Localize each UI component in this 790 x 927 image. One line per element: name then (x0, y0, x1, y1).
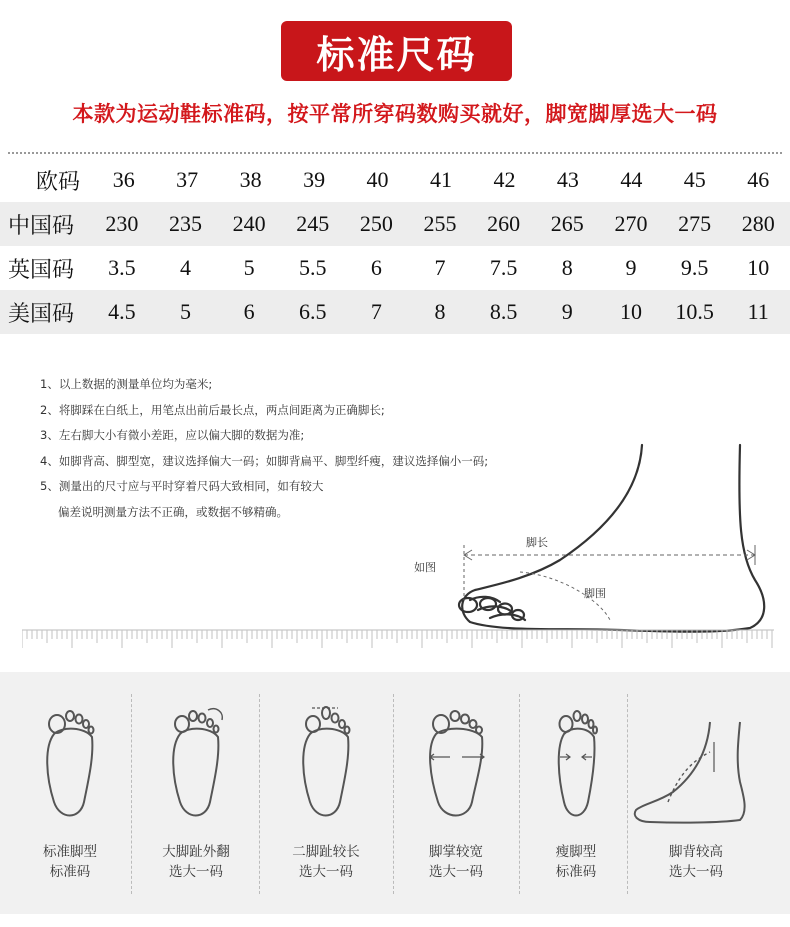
table-row-us (0, 290, 790, 334)
foot-type-name: 标准脚型 (43, 844, 97, 860)
foot-type-high-instep (632, 672, 760, 914)
wide-foot-icon (406, 702, 506, 827)
foot-girth-label: 脚围 (584, 587, 606, 600)
foot-type-bunion (132, 672, 260, 914)
foot-type-long-second-toe (262, 672, 390, 914)
row-label: 中国码 (8, 213, 75, 239)
foot-type-standard (6, 672, 134, 914)
instruction-item: 偏差说明测量方法不正确，或数据不够精确。 (58, 504, 288, 519)
foot-type-advice: 选大一码 (299, 864, 353, 880)
table-cell: 4 (179, 255, 191, 280)
table-cell: 10 (619, 299, 642, 324)
table-cell: 36 (112, 167, 135, 192)
dotted-divider (8, 152, 782, 154)
table-cell: 270 (614, 211, 648, 236)
table-cell: 45 (683, 167, 706, 192)
row-label: 美国码 (8, 301, 75, 327)
table-cell: 7 (434, 255, 446, 280)
foot-types-panel (0, 672, 790, 914)
table-cell: 255 (423, 211, 457, 236)
instruction-item: 3、左右脚大小有微小差距，应以偏大脚的数据为准; (40, 428, 305, 442)
table-cell: 38 (239, 167, 262, 192)
foot-type-advice: 选大一码 (429, 864, 483, 880)
instruction-item: 5、测量出的尺寸应与平时穿着尺码大致相同，如有较大 (40, 479, 324, 493)
foot-type-advice: 标准码 (49, 864, 91, 880)
table-cell: 7 (370, 299, 382, 324)
table-cell: 9 (561, 299, 573, 324)
table-cell: 3.5 (108, 255, 136, 280)
row-label: 欧码 (36, 169, 81, 195)
table-row-uk (0, 246, 790, 290)
table-cell: 6 (370, 255, 382, 280)
table-cell: 265 (550, 211, 584, 236)
ruler (22, 626, 774, 650)
foot-type-name: 二脚趾较长 (292, 844, 360, 860)
example-label: 如图 (414, 561, 436, 574)
table-cell: 280 (741, 211, 775, 236)
table-cell: 4.5 (108, 299, 136, 324)
table-cell: 8.5 (489, 299, 518, 324)
table-cell: 9.5 (680, 255, 709, 280)
high-instep-foot-icon (628, 702, 758, 827)
page-title: 标准尺码 (281, 21, 512, 81)
table-cell: 275 (678, 211, 712, 236)
foot-type-advice: 选大一码 (169, 864, 223, 880)
table-row-cn (0, 202, 790, 246)
row-label: 英国码 (8, 257, 75, 283)
table-cell: 8 (561, 255, 573, 280)
foot-type-name: 脚掌较宽 (429, 844, 483, 860)
table-cell: 10 (747, 255, 770, 280)
table-cell: 5 (243, 255, 255, 280)
table-cell: 240 (232, 211, 266, 236)
table-cell: 10.5 (675, 299, 714, 324)
table-cell: 230 (105, 211, 139, 236)
table-cell: 40 (366, 167, 389, 192)
foot-type-name: 脚背较高 (669, 844, 723, 860)
table-cell: 6 (243, 299, 255, 324)
size-chart-table (0, 158, 790, 334)
table-cell: 260 (487, 211, 521, 236)
table-cell: 5.5 (298, 255, 327, 280)
table-cell: 46 (747, 167, 770, 192)
slim-foot-icon (526, 702, 626, 827)
table-cell: 43 (556, 167, 579, 192)
foot-type-name: 瘦脚型 (555, 844, 597, 860)
instruction-item: 1、以上数据的测量单位均为毫米; (40, 377, 213, 391)
table-cell: 250 (359, 211, 393, 236)
table-cell: 39 (303, 167, 326, 192)
side-foot-illustration (459, 445, 764, 632)
table-cell: 7.5 (489, 255, 518, 280)
table-cell: 235 (168, 211, 202, 236)
foot-length-label: 脚长 (526, 536, 548, 549)
instruction-item: 2、将脚踩在白纸上，用笔点出前后最长点，两点间距离为正确脚长; (40, 402, 385, 417)
foot-type-wide (392, 672, 520, 914)
foot-type-name: 大脚趾外翻 (162, 844, 230, 860)
table-cell: 8 (434, 299, 446, 324)
foot-type-advice: 标准码 (555, 864, 597, 880)
instruction-item: 4、如脚背高、脚型宽，建议选择偏大一码；如脚背扁平、脚型纤瘦，建议选择偏小一码; (40, 453, 489, 468)
table-cell: 245 (296, 211, 330, 236)
bunion-foot-icon (146, 702, 246, 827)
table-cell: 44 (620, 167, 643, 192)
size-advice-subtitle: 本款为运动鞋标准码，按平常所穿码数购买就好，脚宽脚厚选大一码 (72, 102, 718, 126)
table-cell: 6.5 (298, 299, 327, 324)
table-cell: 11 (747, 299, 769, 324)
table-cell: 41 (429, 167, 452, 192)
table-cell: 5 (179, 299, 191, 324)
table-cell: 37 (176, 167, 199, 192)
standard-foot-icon (20, 702, 120, 827)
long-second-toe-foot-icon (276, 702, 376, 827)
table-row-eu (0, 158, 790, 202)
foot-type-slim (512, 672, 640, 914)
table-cell: 42 (493, 167, 516, 192)
table-cell: 9 (625, 255, 637, 280)
foot-type-advice: 选大一码 (669, 864, 723, 880)
